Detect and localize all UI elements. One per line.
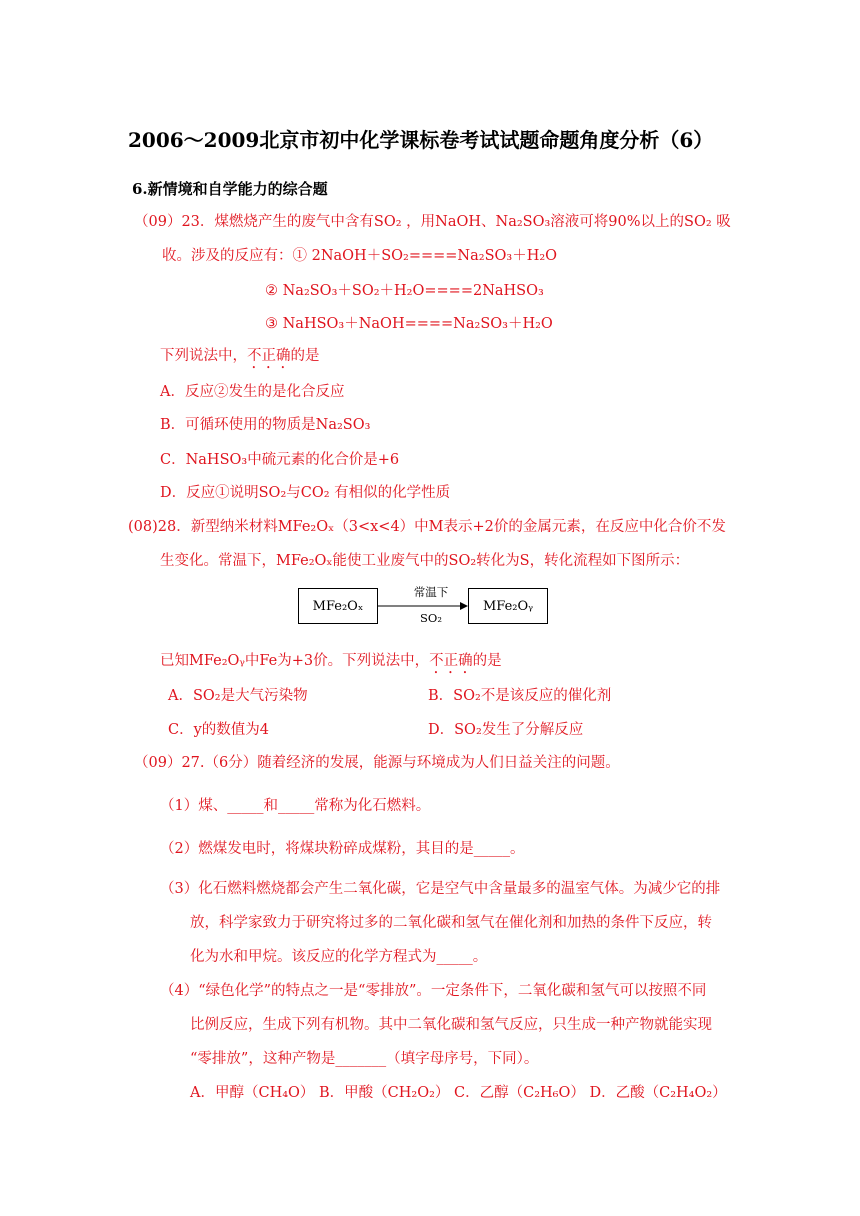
q09-27-part-3-line3: 化为水和甲烷。该反应的化学方程式为_____。 (190, 949, 488, 965)
q09-23-stem-line1: （09）23．煤燃烧产生的废气中含有SO₂ ，用NaOH、Na₂SO₃溶液可将90%以上的SO₂ 吸 (134, 214, 731, 230)
q09-27-part-4-line2: 比例反应，生成下列有机物。其中二氧化碳和氢气反应，只生成一种产物就能实现 (190, 1017, 712, 1033)
prompt-text: 下列说法中， (160, 348, 247, 364)
flow-box-right: MFe₂Oᵧ (468, 588, 548, 624)
flow-box-left: MFe₂Oₓ (298, 588, 378, 624)
q09-27-part-4-line3: “零排放”，这种产物是_______（填字母序号，下同）。 (190, 1051, 539, 1067)
q09-23-option-d: D．反应①说明SO₂与CO₂ 有相似的化学性质 (160, 485, 451, 501)
emphasis-not-correct: 不正确 (429, 653, 473, 669)
q08-28-option-c: C．y的数值为4 (168, 722, 270, 738)
prompt-text: 的是 (472, 653, 502, 669)
flow-arrow-reactant: SO₂ (420, 611, 442, 625)
prompt-text: 的是 (290, 348, 320, 364)
section-heading: 6.新情境和自学能力的综合题 (132, 180, 328, 198)
prompt-text: 已知MFe₂Oᵧ中Fe为+3价。下列说法中， (160, 653, 430, 669)
q08-28-prompt (160, 651, 502, 677)
emphasis-not-correct: 不正确 (247, 348, 291, 364)
flow-arrow-condition: 常温下 (413, 585, 449, 599)
q09-23-stem-line2: 收。涉及的反应有：① 2NaOH＋SO₂====Na₂SO₃＋H₂O (162, 248, 558, 264)
q09-23-reaction-3: ③ NaHSO₃＋NaOH====Na₂SO₃＋H₂O (265, 316, 553, 332)
document-title: 2006～2009北京市初中化学课标卷考试试题命题角度分析（6） (128, 128, 714, 152)
q09-23-prompt (160, 346, 320, 372)
q09-27-stem: （09）27.（6分）随着经济的发展，能源与环境成为人们日益关注的问题。 (134, 755, 620, 771)
q09-27-part-4-options: A．甲醇（CH₄O） B．甲酸（CH₂O₂） C．乙醇（C₂H₆O） D．乙酸（C₂H₄O₂） (190, 1085, 727, 1101)
q09-23-option-c: C．NaHSO₃中硫元素的化合价是+6 (160, 452, 400, 468)
q09-23-reaction-2: ② Na₂SO₃＋SO₂＋H₂O====2NaHSO₃ (265, 283, 544, 299)
q08-28-stem-line1: (08)28．新型纳米材料MFe₂Oₓ（3<x<4）中M表示+2价的金属元素，在反应中化合价不发 (128, 519, 726, 535)
q09-23-option-a: A．反应②发生的是化合反应 (160, 384, 345, 400)
q09-27-part-3-line1: （3）化石燃料燃烧都会产生二氧化碳，它是空气中含量最多的温室气体。为减少它的排 (160, 881, 721, 897)
q08-28-option-a: A．SO₂是大气污染物 (168, 688, 308, 704)
q09-27-part-3-line2: 放，科学家致力于研究将过多的二氧化碳和氢气在催化剂和加热的条件下反应，转 (190, 915, 712, 931)
q09-27-part-4-line1: （4）“绿色化学”的特点之一是“零排放”。一定条件下，二氧化碳和氢气可以按照不同 (160, 983, 707, 999)
conversion-flow-diagram (298, 585, 548, 632)
q09-27-part-1: （1）煤、_____和_____常称为化石燃料。 (160, 798, 431, 814)
q08-28-stem-line2: 生变化。常温下，MFe₂Oₓ能使工业废气中的SO₂转化为S，转化流程如下图所示： (160, 553, 690, 569)
q09-23-option-b: B．可循环使用的物质是Na₂SO₃ (160, 417, 371, 433)
q09-27-part-2: （2）燃煤发电时，将煤块粉碎成煤粉，其目的是_____。 (160, 841, 525, 857)
q08-28-option-b: B．SO₂不是该反应的催化剂 (428, 688, 612, 704)
q08-28-option-d: D．SO₂发生了分解反应 (428, 722, 584, 738)
